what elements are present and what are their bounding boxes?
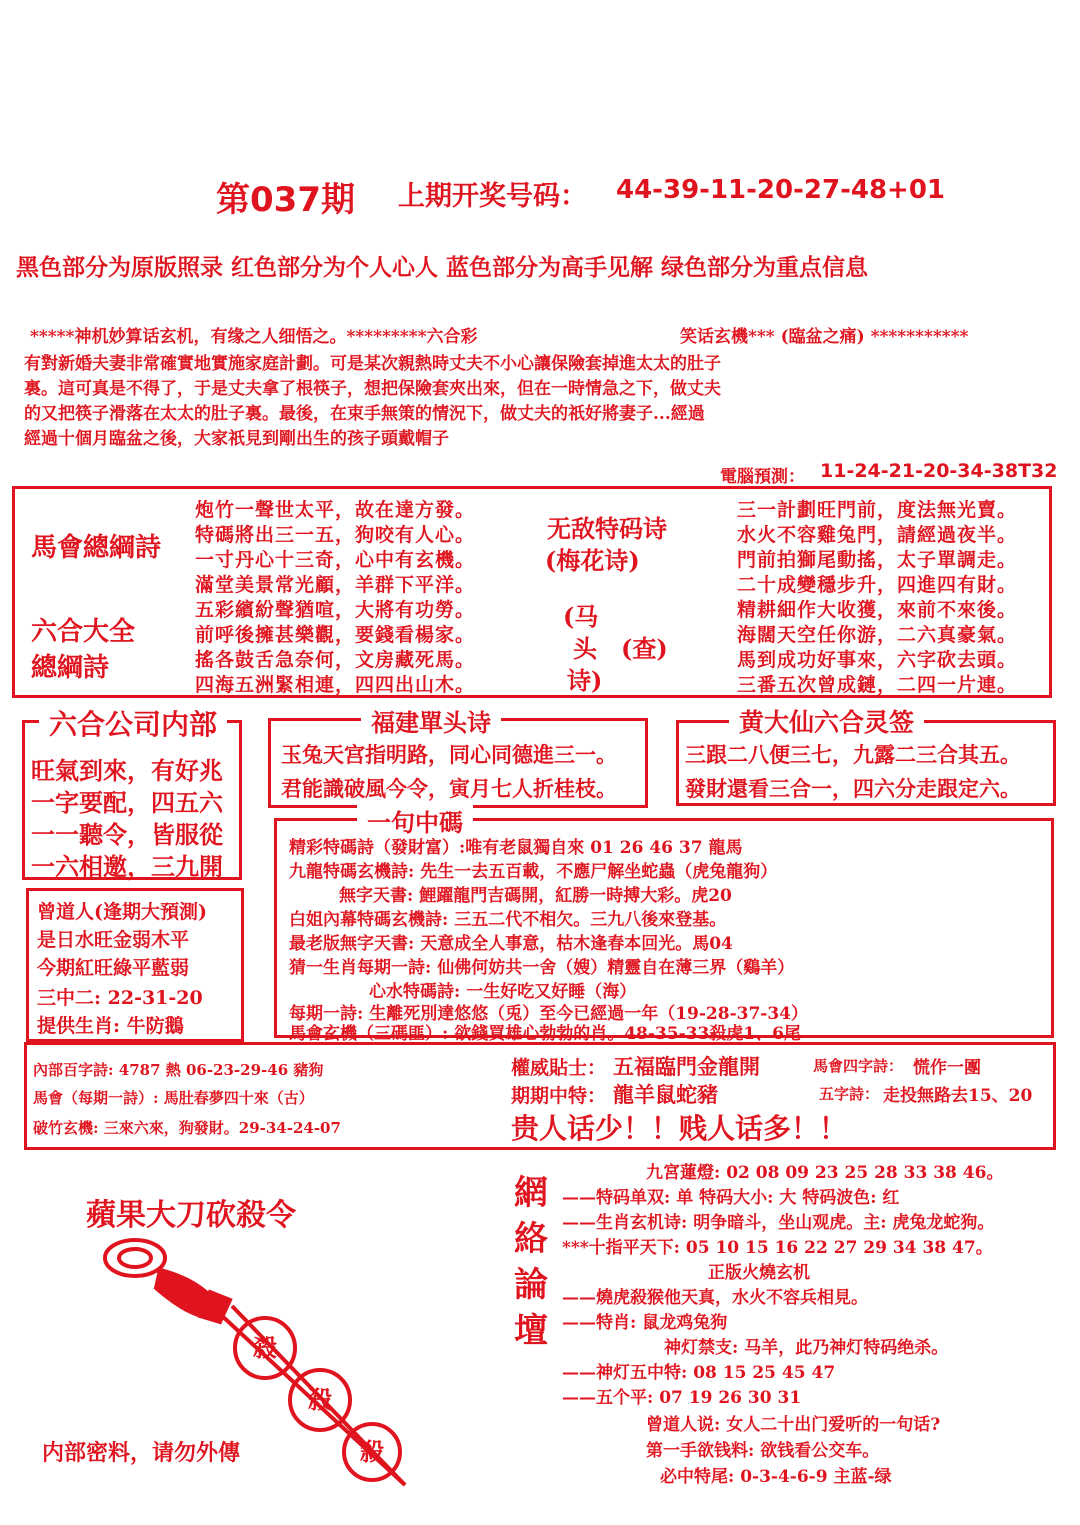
color-legend: 黑色部分为原版照录 红色部分为个人心人 蓝色部分为高手见解 绿色部分为重点信息 [16, 255, 869, 281]
daoren-line: 是日水旺金弱木平 [37, 929, 190, 951]
poem-mid-title-1: 无敌特码诗 [547, 514, 667, 543]
one-sentence-line: 每期一詩: 生離死別達悠悠（兎）至今已經過一年（19-28-37-34） [289, 1004, 808, 1024]
poem-left-title-2: 六合大全 [31, 617, 136, 647]
poem-col1-line: 五彩繽紛聲猶喧，大將有功勞。 [195, 599, 476, 621]
liuhe-line: 旺氣到來，有好兆 [31, 756, 223, 785]
poem-col2-line: 馬到成功好事來，六字砍去頭。 [737, 649, 1018, 671]
last-draw-label: 上期开奖号码： [398, 181, 587, 212]
forecast-numbers: 11-24-21-20-34-38T32 [820, 460, 1058, 482]
huang-daxian-box [676, 708, 1056, 806]
one-sentence-title: 一句中碼 [357, 803, 473, 838]
joke-text [24, 352, 1064, 452]
poem-left-title-1: 馬會總綱詩 [31, 533, 162, 563]
fujian-line: 玉兔天宫指明路，同心同德進三一。 [281, 742, 617, 767]
last-draw-numbers: 44-39-11-20-27-48+01 [616, 175, 946, 205]
poem-col1-line: 前呼後擁甚樂觀，要錢看楊家。 [195, 624, 476, 646]
tips-left-line: 馬會（每期一詩）: 馬肚春夢四十來（古） [33, 1089, 314, 1107]
huang-daxian-title: 黄大仙六合灵签 [729, 703, 924, 739]
daoren-line: 今期紅旺綠平藍弱 [37, 957, 190, 979]
sword-title: 蘋果大刀砍殺令 [86, 1198, 296, 1233]
poem-col2-line: 海闊天空任你游，二六真豪氣。 [737, 624, 1018, 646]
poem-col2-line: 三一計劃旺門前，度法無光賣。 [737, 499, 1018, 521]
four-char-label: 馬會四字詩： [813, 1057, 904, 1075]
forum-line: ——燒虎殺猴他天真，水火不容兵相見。 [562, 1288, 868, 1308]
fujian-title: 福建單头诗 [361, 703, 501, 738]
daoren-line: 提供生肖: 牛防鵝 [37, 1015, 184, 1037]
poem-col2-line: 門前拍獅尾動搖，太子單調走。 [737, 549, 1018, 571]
issue-number: 第037期 [216, 180, 355, 220]
daoren-line: 三中二: 22-31-20 [37, 987, 203, 1009]
forum-vertical-title [514, 1170, 550, 1354]
joke-title-right: 笑话玄機*** (臨盆之痛) *********** [680, 327, 969, 347]
tips-left-line: 內部百字詩: 4787 熱 06-23-29-46 豬狗 [33, 1061, 324, 1079]
forum-line: 曾道人说: 女人二十出门爱听的一句话? [646, 1415, 941, 1435]
four-char-value: 慌作一團 [913, 1058, 981, 1078]
huang-line: 三跟二八便三七，九露二三合其五。 [685, 742, 1021, 767]
poem-col1-line: 滿堂美景常光顧，羊群下平洋。 [195, 574, 476, 596]
joke-title-left: *****神机妙算话玄机，有缘之人细悟之。*********六合彩 [30, 327, 478, 347]
joke-line: 的又把筷子滑落在太太的肚子裏。最後，在束手無策的情況下，做丈夫的祇好將妻子...經過 [24, 404, 705, 424]
poem-mid-title-6: (查) [621, 634, 668, 663]
forecast-label: 電腦預測： [720, 467, 805, 487]
five-char-label: 五字詩： [819, 1085, 880, 1103]
poem-col2-line: 水火不容雞兔門，請經過夜半。 [737, 524, 1018, 546]
one-sentence-line: 無字天書: 鯉躍龍門吉碼開，紅勝一時搏大彩。虎20 [339, 886, 732, 906]
forum-line: ——特肖: 鼠龙鸡兔狗 [562, 1313, 728, 1333]
poem-box [12, 486, 1052, 698]
one-sentence-line: 白姐內幕特碼玄機詩: 三五二代不相欠。三九八後來登基。 [289, 910, 727, 930]
forum-line: ——生肖玄机诗: 明争暗斗，坐山观虎。主: 虎兔龙蛇狗。 [562, 1213, 995, 1233]
poem-mid-title-4: 头 [573, 634, 597, 663]
poem-col1-line: 搖各鼓舌急奈何，文房藏死馬。 [195, 649, 476, 671]
five-char-value: 走投無路去15、20 [883, 1086, 1033, 1106]
forum-line: 第一手欲钱料: 欲钱看公交车。 [646, 1441, 880, 1461]
poem-col2-line: 三番五次曾成鏈，二四一片連。 [737, 674, 1018, 696]
poem-col2-line: 二十成變穩步升，四進四有財。 [737, 574, 1018, 596]
slogan: 贵人话少！！贱人话多！！ [511, 1112, 848, 1145]
forum-line: ***十指平天下: 05 10 15 16 22 27 29 34 38 47。 [562, 1238, 993, 1258]
forum-line: 九宮蓮燈: 02 08 09 23 25 28 33 38 46。 [646, 1163, 1004, 1183]
one-sentence-line: 心水特碼詩: 一生好吃又好睡（海） [369, 982, 637, 1002]
one-sentence-box [274, 808, 1054, 1044]
liuhe-line: 一一聽令，皆服從 [31, 820, 223, 849]
daoren-line: 曾道人(逢期大預測) [37, 901, 207, 923]
daoren-box [26, 888, 244, 1042]
coin-text-3: 殺 [360, 1437, 384, 1466]
authority-label: 權威貼士： [511, 1057, 607, 1079]
liuhe-line: 一六相邀，三九開 [31, 852, 223, 881]
one-sentence-line: 最老版無字天書: 天意成全人事意，枯木逢春本回光。馬04 [289, 934, 733, 954]
poem-left-title-3: 總綱詩 [31, 653, 110, 683]
fujian-box [268, 708, 648, 808]
one-sentence-line: 精彩特碼詩（發財富）:唯有老鼠獨自來 01 26 46 37 龍馬 [289, 838, 743, 858]
forum-line: ——神灯五中特: 08 15 25 45 47 [562, 1363, 836, 1383]
joke-line: 有對新婚夫妻非常確實地實施家庭計劃。可是某次親熱時丈夫不小心讓保險套掉進太太的肚子 [24, 354, 721, 374]
one-sentence-line: 九龍特碼玄機詩: 先生一去五百載，不應尸解坐蛇蟲（虎兔龍狗） [289, 862, 778, 882]
period-value: 龍羊鼠蛇豬 [613, 1082, 718, 1107]
forum-line: ——特码单双: 单 特码大小: 大 特码波色: 红 [562, 1188, 900, 1208]
poem-col1-line: 四海五洲緊相連，四四出山木。 [195, 674, 476, 696]
forum-line: 正版火燒玄机 [708, 1263, 810, 1283]
sword-footer: 内部密料，请勿外傳 [42, 1440, 241, 1466]
huang-line: 發財還看三合一，四六分走跟定六。 [685, 776, 1021, 801]
poem-col1-line: 一寸丹心十三奇，心中有玄機。 [195, 549, 476, 571]
one-sentence-line: 馬會玄機（三碼匪）: 欲錢買雄心勃勃的肖。48-35-33殺虎1、6尾 [289, 1024, 801, 1044]
liuhe-line: 一字要配，四五六 [31, 788, 223, 817]
period-label: 期期中特： [511, 1085, 607, 1107]
forum-title-char: 絡 [514, 1219, 548, 1259]
forum-line: 神灯禁支: 马羊，此乃神灯特码绝杀。 [664, 1338, 949, 1358]
coin-text-2: 殺 [308, 1385, 332, 1414]
poem-mid-title-3: (马 [563, 602, 599, 631]
joke-line: 經過十個月臨盆之後，大家祇見到剛出生的孩子頭戴帽子 [24, 429, 449, 449]
poem-mid-title-2: (梅花诗) [545, 546, 640, 575]
forum-title-char: 壇 [514, 1311, 548, 1351]
liuhe-company-title: 六合公司内部 [39, 703, 227, 743]
joke-line: 裏。這可真是不得了，于是丈夫拿了根筷子，想把保險套夾出來，但在一時情急之下，做丈夫 [24, 379, 721, 399]
poem-col1-line: 特碼將出三一五，狗咬有人心。 [195, 524, 476, 546]
forum-line: 必中特尾: 0-3-4-6-9 主蓝-绿 [660, 1467, 892, 1487]
fujian-line: 君能識破風今令，寅月七人折桂枝。 [281, 776, 617, 801]
forum-line: ——五个平: 07 19 26 30 31 [562, 1388, 802, 1408]
poem-col2-line: 精耕細作大收獲，來前不來後。 [737, 599, 1018, 621]
tips-box [24, 1042, 1056, 1150]
forum-title-char: 論 [514, 1265, 548, 1305]
poem-mid-title-5: 诗) [567, 666, 603, 695]
forum-title-char: 網 [514, 1173, 548, 1213]
poem-col1-line: 炮竹一聲世太平，故在達方發。 [195, 499, 476, 521]
tips-left-line: 破竹玄機: 三來六來，狗發財。29-34-24-07 [33, 1119, 341, 1137]
liuhe-company-box [22, 708, 242, 881]
coin-text-1: 殺 [253, 1333, 277, 1362]
one-sentence-line: 猜一生肖每期一詩: 仙佛何妨共一舍（嫂）精靈自在薄三界（鷄羊） [289, 958, 795, 978]
authority-value: 五福臨門金龍開 [613, 1054, 760, 1079]
